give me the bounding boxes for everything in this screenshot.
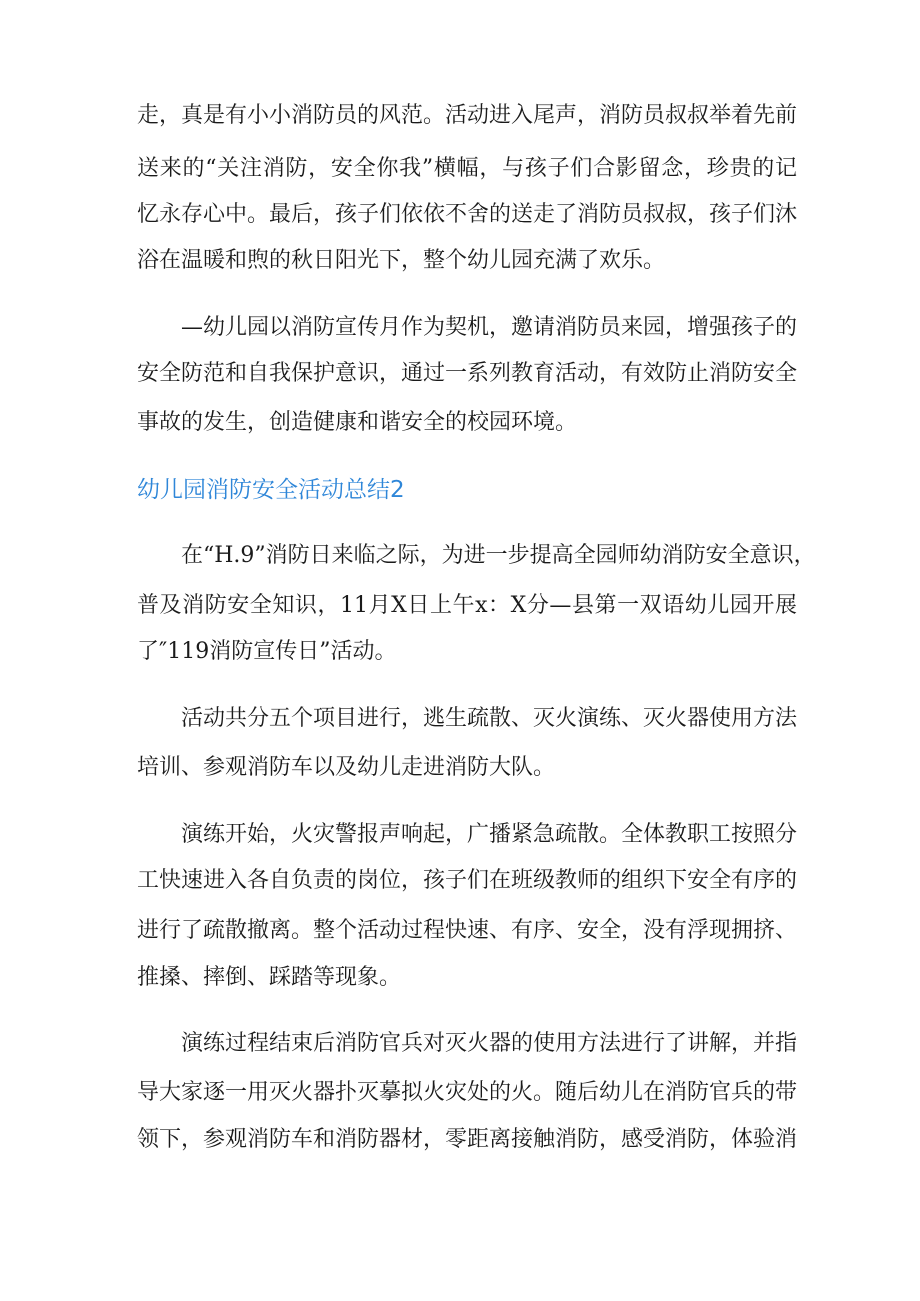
paragraph-3-line-3: 了″119消防宣传日”活动。 — [137, 639, 397, 664]
paragraph-5-line-1: 演练开始，火灾警报声响起，广播紧急疏散。全体教职工按照分 — [181, 822, 798, 847]
paragraph-5-line-4: 推搡、摔倒、踩踏等现象。 — [137, 965, 402, 990]
section-heading: 幼儿园消防安全活动总结2 — [137, 477, 405, 503]
paragraph-2-line-1: —幼儿园以消防宣传月作为契机，邀请消防员来园，增强孩子的 — [181, 315, 798, 340]
paragraph-1-line-2: 送来的“关注消防，安全你我”横幅，与孩子们合影留念，珍贵的记 — [137, 156, 797, 181]
paragraph-2-line-2: 安全防范和自我保护意识，通过一系列教育活动，有效防止消防安全 — [137, 361, 798, 386]
paragraph-6-line-3: 领下，参观消防车和消防器材，零距离接触消防，感受消防，体验消 — [137, 1127, 798, 1152]
paragraph-2-line-3: 事故的发生，创造健康和谐安全的校园环境。 — [137, 410, 578, 435]
paragraph-3-line-2: 普及消防安全知识，11月X日上午x：X分—县第一双语幼儿园开展 — [137, 593, 797, 618]
paragraph-1-line-3: 忆永存心中。最后，孩子们依依不舍的送走了消防员叔叔，孩子们沐 — [137, 202, 798, 227]
paragraph-4-line-2: 培训、参观消防车以及幼儿走进消防大队。 — [137, 755, 556, 780]
paragraph-5-line-3: 进行了疏散撤离。整个活动过程快速、有序、安全，没有浮现拥挤、 — [137, 918, 798, 943]
paragraph-3-line-1: 在“H.9”消防日来临之际，为进一步提高全园师幼消防安全意识， — [181, 543, 816, 568]
paragraph-6-line-1: 演练过程结束后消防官兵对灭火器的使用方法进行了讲解，并指 — [181, 1031, 798, 1056]
paragraph-6-line-2: 导大家逐一用灭火器扑灭摹拟火灾处的火。随后幼儿在消防官兵的带 — [137, 1080, 798, 1105]
paragraph-1-line-4: 浴在温暖和煦的秋日阳光下，整个幼儿园充满了欢乐。 — [137, 248, 666, 273]
paragraph-5-line-2: 工快速进入各自负责的岗位，孩子们在班级教师的组织下安全有序的 — [137, 868, 798, 893]
paragraph-4-line-1: 活动共分五个项目进行，逃生疏散、灭火演练、灭火器使用方法 — [181, 706, 798, 731]
paragraph-1-line-1: 走，真是有小小消防员的风范。活动进入尾声，消防员叔叔举着先前 — [137, 103, 798, 128]
